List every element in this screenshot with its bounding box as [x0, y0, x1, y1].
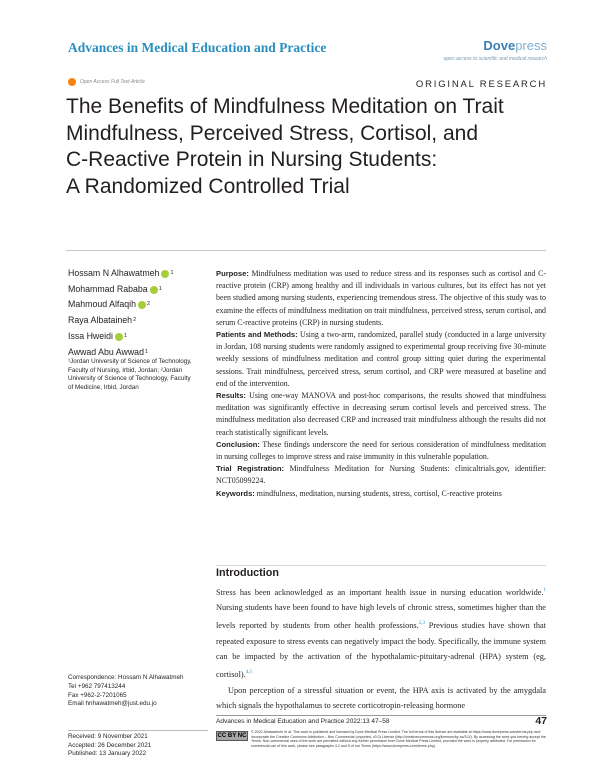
- abstract-purpose: [216, 268, 546, 329]
- title-line: The Benefits of Mindfulness Meditation on Trait: [66, 95, 504, 118]
- open-access-icon: [68, 78, 76, 86]
- author-name[interactable]: Mahmoud Alfaqih: [68, 299, 136, 310]
- orcid-icon[interactable]: [161, 270, 169, 278]
- abstract-trial: [216, 463, 546, 487]
- author-affiliation-number: 1: [170, 270, 174, 276]
- journal-name: Advances in Medical Education and Practice: [68, 40, 327, 55]
- paragraph-text: Previous studies have shown that repeated exposure to stress events can negatively impact the body. Specifically, the immune system can be impacted by the activation of the hypothalamic-pituitary-adrenal (HPA) system (eg, cortisol).: [216, 620, 546, 679]
- received-date: Received: 9 November 2021: [68, 733, 148, 740]
- author-affiliation-number: 2: [146, 301, 151, 308]
- orcid-icon[interactable]: [115, 333, 123, 341]
- abstract-text: Using one-way MANOVA and post-hoc comparisons, the results showed that mindfulness meditation was significantly effective in decreasing serum cortisol levels and perceived stress. The mindfulness meditation also decreased CRP and increased trait mindfulness although the results did not reach statistically significant levels.: [216, 391, 546, 437]
- divider: [68, 730, 208, 731]
- abstract-label: Keywords:: [216, 488, 255, 498]
- author: [68, 329, 208, 345]
- abstract-text: mindfulness, meditation, nursing students, stress, cortisol, C-reactive proteins: [254, 488, 502, 498]
- article-title: [66, 94, 556, 200]
- author: [68, 266, 208, 282]
- open-access-badge: [68, 78, 145, 86]
- accepted-date: Accepted: 26 December 2021: [68, 741, 152, 749]
- divider: [66, 250, 546, 251]
- abstract-keywords: [216, 488, 546, 500]
- license-text: © 2022 Alhawatmeh et al. This work is published and licensed by Dove Medical Press Limited. The full terms of this license are available at https://www.dovepress.com/terms.php and incorporate the Creative Commons Attribution – Non Commercial (unported, v3.0) License (http://creativecommons.org/licenses/by-nc/3.0/). By accessing the work you hereby accept the Terms. Non-commercial uses of the work are permitted without any further permission from Dove Medical Press Limited, provided the work is properly attributed. For permission for commercial use of this work, please see paragraphs 4.2 and 5 of our Terms (https://www.dovepress.com/terms.php).: [251, 730, 546, 748]
- correspondence: [68, 674, 208, 709]
- abstract-label: Purpose:: [216, 269, 249, 278]
- title-line: A Randomized Controlled Trial: [66, 174, 350, 198]
- paragraph: [216, 583, 546, 683]
- abstract-label: Patients and Methods:: [216, 330, 298, 340]
- author-list: [68, 266, 208, 360]
- author-affiliation-number: 1: [144, 348, 149, 355]
- divider: [216, 565, 546, 566]
- correspondence-tel: Tel +962 797413244: [68, 682, 126, 690]
- correspondence-name: Correspondence: Hossam N Alhawatmeh: [68, 674, 184, 681]
- divider: [216, 715, 546, 716]
- publisher-name-bold: Dove: [483, 38, 516, 53]
- affiliations: ¹Jordan University of Science of Technology, Faculty of Nursing, Irbid, Jordan; ²Jordan University of Science of Technology, Faculty of Medicine, Irbid, Jordan: [68, 358, 192, 391]
- author: [68, 313, 208, 329]
- open-access-label: Open Access Full Text Article: [80, 79, 145, 85]
- reference-link[interactable]: 4,5: [245, 670, 252, 676]
- abstract-text: Mindfulness Meditation for Nursing Students: clinicaltrials.gov, identifier: NCT05099224.: [216, 464, 547, 486]
- section-heading: Introduction: [216, 567, 279, 579]
- published-date: Published: 13 January 2022: [68, 750, 147, 757]
- paragraph-text: Stress has been acknowledged as an important health issue in nursing education worldwide.: [216, 587, 544, 597]
- abstract-text: Mindfulness meditation was used to reduce stress and its responses such as cortisol and C-reactive protein (CRP) among healthy and ill individuals in various cultures, but its effect has not yet been studied among nursing students, experiencing tremendous stress. The objective of this study was to examine the effects of mindfulness meditation on trait mindfulness, perceived stress, serum cortisol, and serum C-reactive proteins (CRP) in nursing students.: [216, 269, 546, 327]
- reference-link[interactable]: 2,3: [418, 621, 425, 627]
- journal-citation: Advances in Medical Education and Practice 2022:13 47–58: [216, 718, 390, 725]
- title-line: Mindfulness, Perceived Stress, Cortisol, and: [66, 121, 479, 145]
- author: [68, 282, 208, 298]
- author-name[interactable]: Hossam N Alhawatmeh: [68, 268, 160, 278]
- paragraph-text: Nursing students have been found to have high levels of chronic stress, sometimes higher than the levels reported by students from other health professions.: [216, 603, 546, 630]
- abstract-conclusion: [216, 439, 546, 463]
- author-name[interactable]: Issa Hweidi: [68, 330, 113, 341]
- introduction-body: [216, 583, 546, 714]
- title-line: C-Reactive Protein in Nursing Students:: [66, 148, 438, 171]
- author-affiliation-number: 1: [123, 332, 128, 339]
- publisher-logo: [483, 38, 547, 53]
- abstract-results: [216, 390, 546, 439]
- abstract: [216, 268, 546, 500]
- abstract-label: Trial Registration:: [216, 464, 285, 474]
- reference-link[interactable]: 1: [543, 588, 546, 593]
- abstract-text: These findings underscore the need for serious consideration of mindfulness meditation in nursing colleges to improve stress and raise immunity in this vulnerable population.: [216, 439, 546, 462]
- section-label: ORIGINAL RESEARCH: [415, 79, 547, 90]
- orcid-icon[interactable]: [150, 286, 158, 294]
- author-name[interactable]: Awwad Abu Awwad: [68, 346, 144, 357]
- article-dates: [68, 733, 208, 759]
- publisher-tagline: open access to scientific and medical research: [443, 56, 547, 62]
- author-affiliation-number: 1: [158, 285, 162, 292]
- abstract-methods: [216, 329, 546, 390]
- cc-license-badge[interactable]: CC BY NC: [217, 733, 247, 739]
- abstract-label: Conclusion:: [216, 439, 260, 449]
- abstract-label: Results:: [216, 391, 246, 401]
- page-number: 47: [535, 715, 547, 727]
- orcid-icon[interactable]: [138, 301, 146, 309]
- abstract-text: Using a two-arm, randomized, parallel study (conducted in a large university in Jordan, 108 nursing students were randomly assigned to experimental group receiving five 30-minute weekly sessions of mindfulness meditation and control group sitting quiet during the experimental sessions. Trait mindfulness, perceived stress, serum cortisol, and CRP were measured at baseline and end of the intervention.: [216, 330, 546, 388]
- correspondence-fax: Fax +962-2-7201065: [68, 691, 127, 699]
- author: [68, 297, 208, 313]
- author-affiliation-number: 2: [133, 317, 137, 324]
- correspondence-email[interactable]: Email hnhawatmeh@just.edu.jo: [68, 700, 157, 708]
- paragraph: Upon perception of a stressful situation or event, the HPA axis is activated by the amygdala which signals the hypothalamus to secrete corticotropin-releasing hormone: [216, 685, 546, 711]
- author-name[interactable]: Mohammad Rababa: [68, 283, 148, 294]
- author-name[interactable]: Raya Albataineh: [68, 315, 133, 326]
- publisher-name-light: press: [515, 38, 547, 53]
